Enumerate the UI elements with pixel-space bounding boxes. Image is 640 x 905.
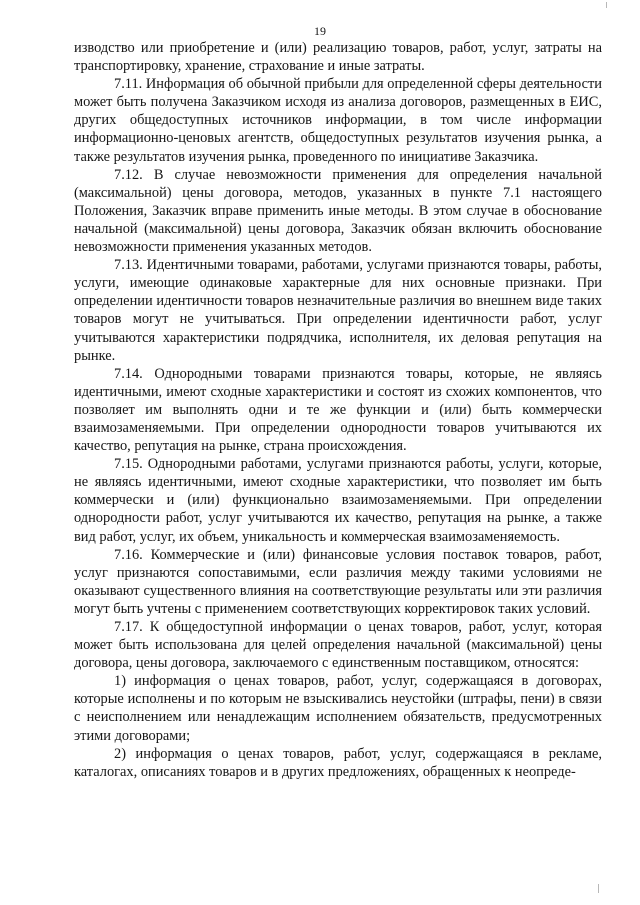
list-item-1: 1) информация о ценах товаров, работ, услуг, содержащаяся в договорах, которые исполнены и по которым не взыскивались неустойки (штрафы, пени) в связи с неисполнением или ненадлежащим исполнением обязательств, предусмотренных этими договорами; (74, 673, 602, 744)
paragraph-7-13: 7.13. Идентичными товарами, работами, услугами признаются товары, работы, услуги, имеющие одинаковые характерные для них основные признаки. При определении идентичности товаров незначительные различия во внешнем виде таких товаров могут не учитываться. При определении идентичности работ, услуг учитываются характеристики подрядчика, исполнителя, их деловая репутация на рынке. (74, 257, 602, 364)
paragraph-7-14: 7.14. Однородными товарами признаются товары, которые, не являясь идентичными, имеют сходные характеристики и состоят из схожих компонентов, что позволяет им выполнять одни и те же функции и (или) быть коммерчески взаимозаменяемыми. При определении однородности товаров учитываются их качество, репутация на рынке, страна происхождения. (74, 365, 602, 455)
paragraph-continuation: изводство или приобретение и (или) реализацию товаров, работ, услуг, затраты на транспортировку, хранение, страхование и иные затраты. (74, 40, 602, 75)
document-body (74, 39, 602, 781)
list-item-2: 2) информация о ценах товаров, работ, услуг, содержащаяся в рекламе, каталогах, описаниях товаров и в других предложениях, обращенных к неопреде- (74, 745, 602, 780)
paragraph-7-15: 7.15. Однородными работами, услугами признаются работы, услуги, которые, не являясь идентичными, имеют сходные характеристики, что позволяет им быть коммерчески и (или) функционально взаимозаменяемыми. При определении однородности работ, услуг учитываются их качество, репутация на рынке, а также вид работ, услуг, их объем, уникальность и коммерческая взаимозаменяемость. (74, 456, 602, 545)
paragraph-7-12: 7.12. В случае невозможности применения для определения начальной (максимальной) цены договора, методов, указанных в пункте 7.1 настоящего Положения, Заказчик вправе применить иные методы. В этом случае в обоснование начальной (максимальной) цены договора, Заказчик обязан включить обоснование невозможности применения указанных методов. (74, 166, 602, 256)
scan-mark-bottom-right (598, 884, 599, 893)
scan-mark-top-right (606, 2, 607, 8)
paragraph-7-16: 7.16. Коммерческие и (или) финансовые условия поставок товаров, работ, услуг признаются сопоставимыми, если различия между такими условиями не оказывают существенного влияния на соответствующие результаты или эти различия могут быть учтены с применением соответствующих корректировок таких условий. (74, 546, 602, 617)
page-number: 19 (314, 24, 326, 38)
paragraph-7-11: 7.11. Информация об обычной прибыли для определенной сферы деятельности может быть получена Заказчиком исходя из анализа договоров, размещенных в ЕИС, других общедоступных источников информации, в том числе информации информационно-ценовых агентств, общедоступных результатов изучения рынка, а также результатов изучения рынка, проведенного по инициативе Заказчика. (74, 76, 602, 165)
paragraph-7-17: 7.17. К общедоступной информации о ценах товаров, работ, услуг, которая может быть использована для целей определения начальной (максимальной) цены договора, цены договора, заключаемого с единственным поставщиком, относятся: (74, 619, 602, 672)
